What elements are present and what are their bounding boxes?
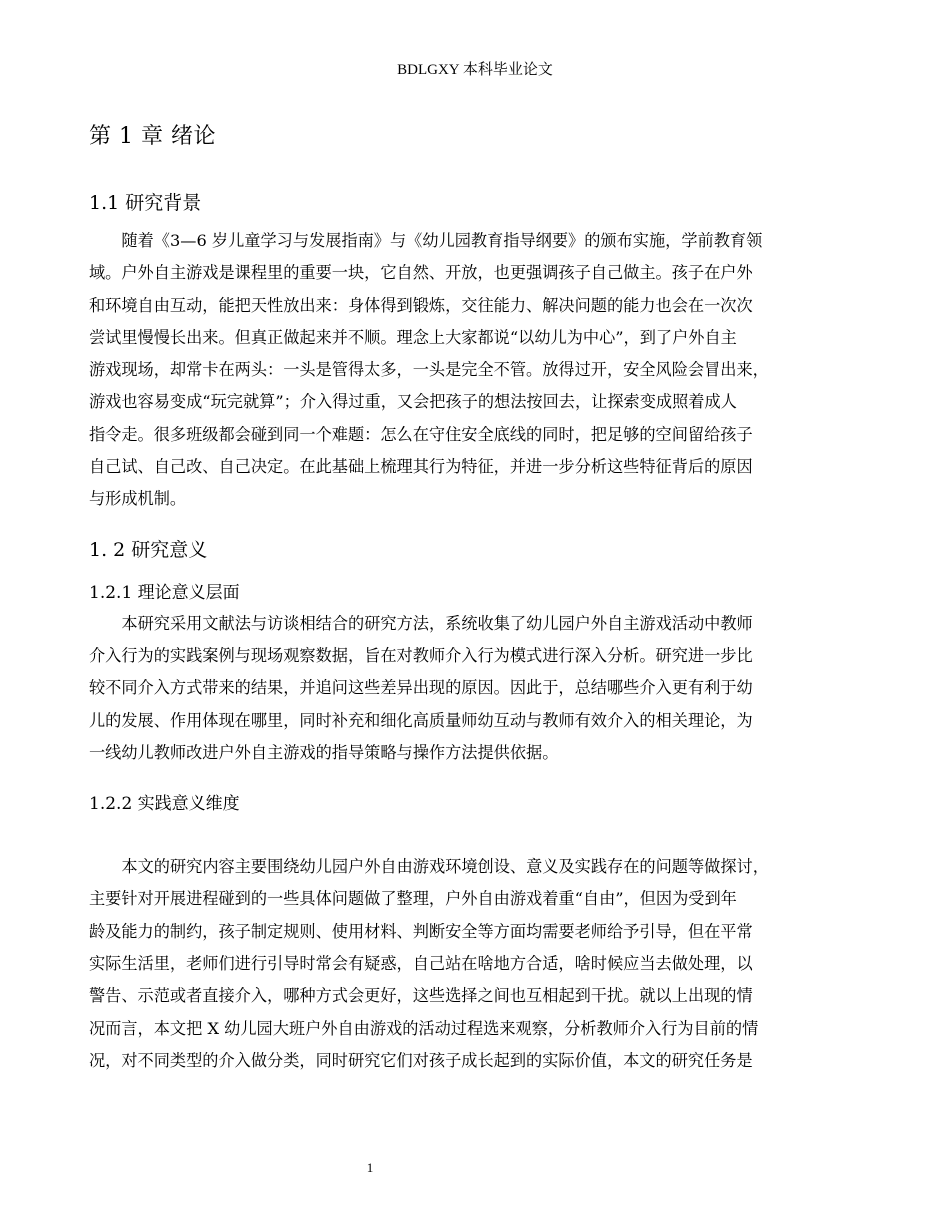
- page-body: [89, 120, 875, 1077]
- paragraph-line: 尝试里慢慢长出来。但真正做起来并不顺。理念上大家都说“以幼儿为中心”，到了户外自主: [89, 327, 737, 347]
- section-title-research-background: 1.1 研究背景: [89, 192, 202, 214]
- paragraph-line: 警告、示范或者直接介入，哪种方式会更好，这些选择之间也互相起到干扰。就以上出现的情: [89, 986, 753, 1006]
- paragraph-theoretical-significance: [89, 608, 875, 769]
- paragraph-line: 游戏现场，却常卡在两头：一头是管得太多，一头是完全不管。放得过开，安全风险会冒出来，: [89, 360, 769, 380]
- paragraph-line: 龄及能力的制约，孩子制定规则、使用材料、判断安全等方面均需要老师给予引导，但在平常: [89, 921, 753, 941]
- paragraph-line: 随着《3—6 岁儿童学习与发展指南》与《幼儿园教育指导纲要》的颁布实施，学前教育领: [121, 231, 763, 250]
- paragraph-line: 本文的研究内容主要围绕幼儿园户外自由游戏环境创设、意义及实践存在的问题等做探讨，: [121, 857, 769, 877]
- paragraph-line: 域。户外自主游戏是课程里的重要一块，它自然、开放，也更强调孩子自己做主。孩子在户外: [89, 263, 753, 283]
- paragraph-line: 介入行为的实践案例与现场观察数据，旨在对教师介入行为模式进行深入分析。研究进一步比: [89, 645, 753, 665]
- paragraph-line: 一线幼儿教师改进户外自主游戏的指导策略与操作方法提供依据。: [89, 742, 559, 762]
- paragraph-line: 儿的发展、作用体现在哪里，同时补充和细化高质量师幼互动与教师有效介入的相关理论，为: [89, 710, 753, 730]
- paragraph-line: 实际生活里，老师们进行引导时常会有疑惑，自己站在啥地方合适，啥时候应当去做处理，以: [89, 954, 753, 974]
- page-number: 1: [366, 1160, 374, 1175]
- paragraph-line: 自己试、自己改、自己决定。在此基础上梳理其行为特征，并进一步分析这些特征背后的原因: [89, 457, 753, 477]
- chapter-title: 第 1 章 绪论: [89, 124, 216, 149]
- paragraph-practical-significance: [89, 851, 875, 1077]
- paragraph-line: 况，对不同类型的介入做分类，同时研究它们对孩子成长起到的实际价值，本文的研究任务是: [89, 1050, 753, 1070]
- section-title-research-significance: 1. 2 研究意义: [89, 538, 208, 561]
- paragraph-line: 和环境自由互动，能把天性放出来：身体得到锻炼，交往能力、解决问题的能力也会在一次次: [89, 295, 753, 315]
- paragraph-research-background: [89, 225, 875, 516]
- paragraph-line: 本研究采用文献法与访谈相结合的研究方法，系统收集了幼儿园户外自主游戏活动中教师: [121, 613, 753, 633]
- paragraph-line: 游戏也容易变成“玩完就算”；介入得过重，又会把孩子的想法按回去，让探索变成照着成人: [89, 392, 737, 412]
- paragraph-line: 主要针对开展进程碰到的一些具体问题做了整理，户外自由游戏着重“自由”，但因为受到年: [89, 889, 737, 909]
- paragraph-line: 与形成机制。: [89, 489, 187, 509]
- paragraph-line: 况而言，本文把 X 幼儿园大班户外自由游戏的活动过程选来观察，分析教师介入行为目前的情: [89, 1018, 759, 1038]
- subsection-title-theoretical-significance: 1.2.1 理论意义层面: [89, 582, 240, 603]
- paragraph-line: 指令走。很多班级都会碰到同一个难题：怎么在守住安全底线的同时，把足够的空间留给孩子: [89, 424, 753, 444]
- running-header: BDLGXY 本科毕业论文: [397, 62, 553, 78]
- paragraph-line: 较不同介入方式带来的结果，并追问这些差异出现的原因。因此于，总结哪些介入更有利于幼: [89, 678, 753, 698]
- subsection-title-practical-significance: 1.2.2 实践意义维度: [89, 794, 240, 815]
